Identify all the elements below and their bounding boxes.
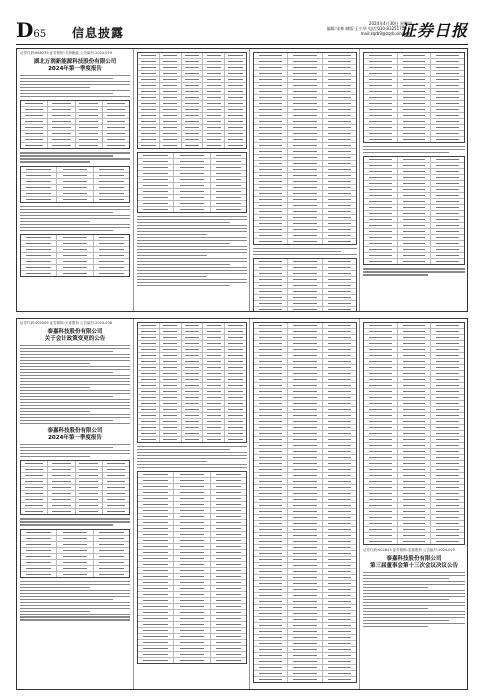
doc-heading: [19, 59, 131, 73]
financial-table: [20, 529, 130, 578]
financial-table: [253, 322, 357, 683]
masthead-rule: [16, 44, 468, 45]
bottom-half-block: [16, 318, 468, 690]
editor-line: 编辑:宋林 制版:王少华 电话:010-83251716 E-mail:zqrb9@zqrb.sina.net: [326, 26, 412, 36]
doc-heading: [362, 556, 466, 570]
top-col-3: [249, 49, 360, 311]
top-col-4: [359, 49, 468, 311]
code-line: 证券代码:002843 证券简称:泰嘉股份 公告编号:2024-025: [363, 548, 455, 552]
financial-table: [137, 471, 247, 664]
folio-number: 65: [33, 29, 47, 40]
financial-table: [253, 258, 357, 311]
bottom-col-2: [133, 319, 250, 689]
document-title: 2024年第一季度报告: [48, 66, 102, 72]
doc-heading: [19, 329, 131, 343]
bottom-col-4: [359, 319, 468, 689]
document-title: 第三届董事会第十三次会议决议公告: [369, 563, 458, 569]
top-col-2: [133, 49, 250, 311]
top-col-1: [17, 49, 133, 311]
financial-table: [20, 460, 130, 515]
financial-table: [363, 322, 465, 545]
code-line: 证券代码:002009 证券简称:天奇股份 公告编号:2024-038: [20, 321, 112, 325]
financial-table: [20, 234, 130, 277]
financial-table: [137, 152, 247, 213]
financial-table: [20, 100, 130, 149]
issue-date: 2024年4月30日 星期四: [368, 21, 412, 26]
financial-table: [137, 52, 247, 149]
document-title: 关于会计政策变更的公告: [44, 336, 106, 342]
financial-table: [137, 322, 247, 443]
company-name: 泰嘉科技股份有限公司: [386, 556, 442, 562]
bottom-col-1: [17, 319, 133, 689]
section-title: 信息披露: [72, 26, 125, 40]
masthead: [16, 20, 468, 42]
newspaper-logo: 证券日报: [399, 21, 468, 40]
company-name: 湖北万润新能源科技股份有限公司: [33, 59, 117, 65]
doc-heading: [19, 428, 131, 442]
top-half-block: [16, 48, 468, 312]
page-folio: [16, 20, 46, 45]
financial-table: [363, 52, 465, 143]
document-title: 2024年第一季度报告: [48, 434, 102, 441]
company-name: 泰嘉科技股份有限公司: [47, 427, 103, 434]
financial-table: [363, 156, 465, 265]
financial-table: [20, 166, 130, 203]
code-line: 证券代码:688275 证券简称:万润新能 公告编号:2024-019: [20, 51, 112, 55]
folio-letter: D: [16, 18, 34, 42]
bottom-col-3: [249, 319, 360, 689]
masthead-meta: [316, 21, 412, 36]
financial-table: [253, 52, 357, 245]
company-name: 泰嘉科技股份有限公司: [47, 329, 103, 335]
